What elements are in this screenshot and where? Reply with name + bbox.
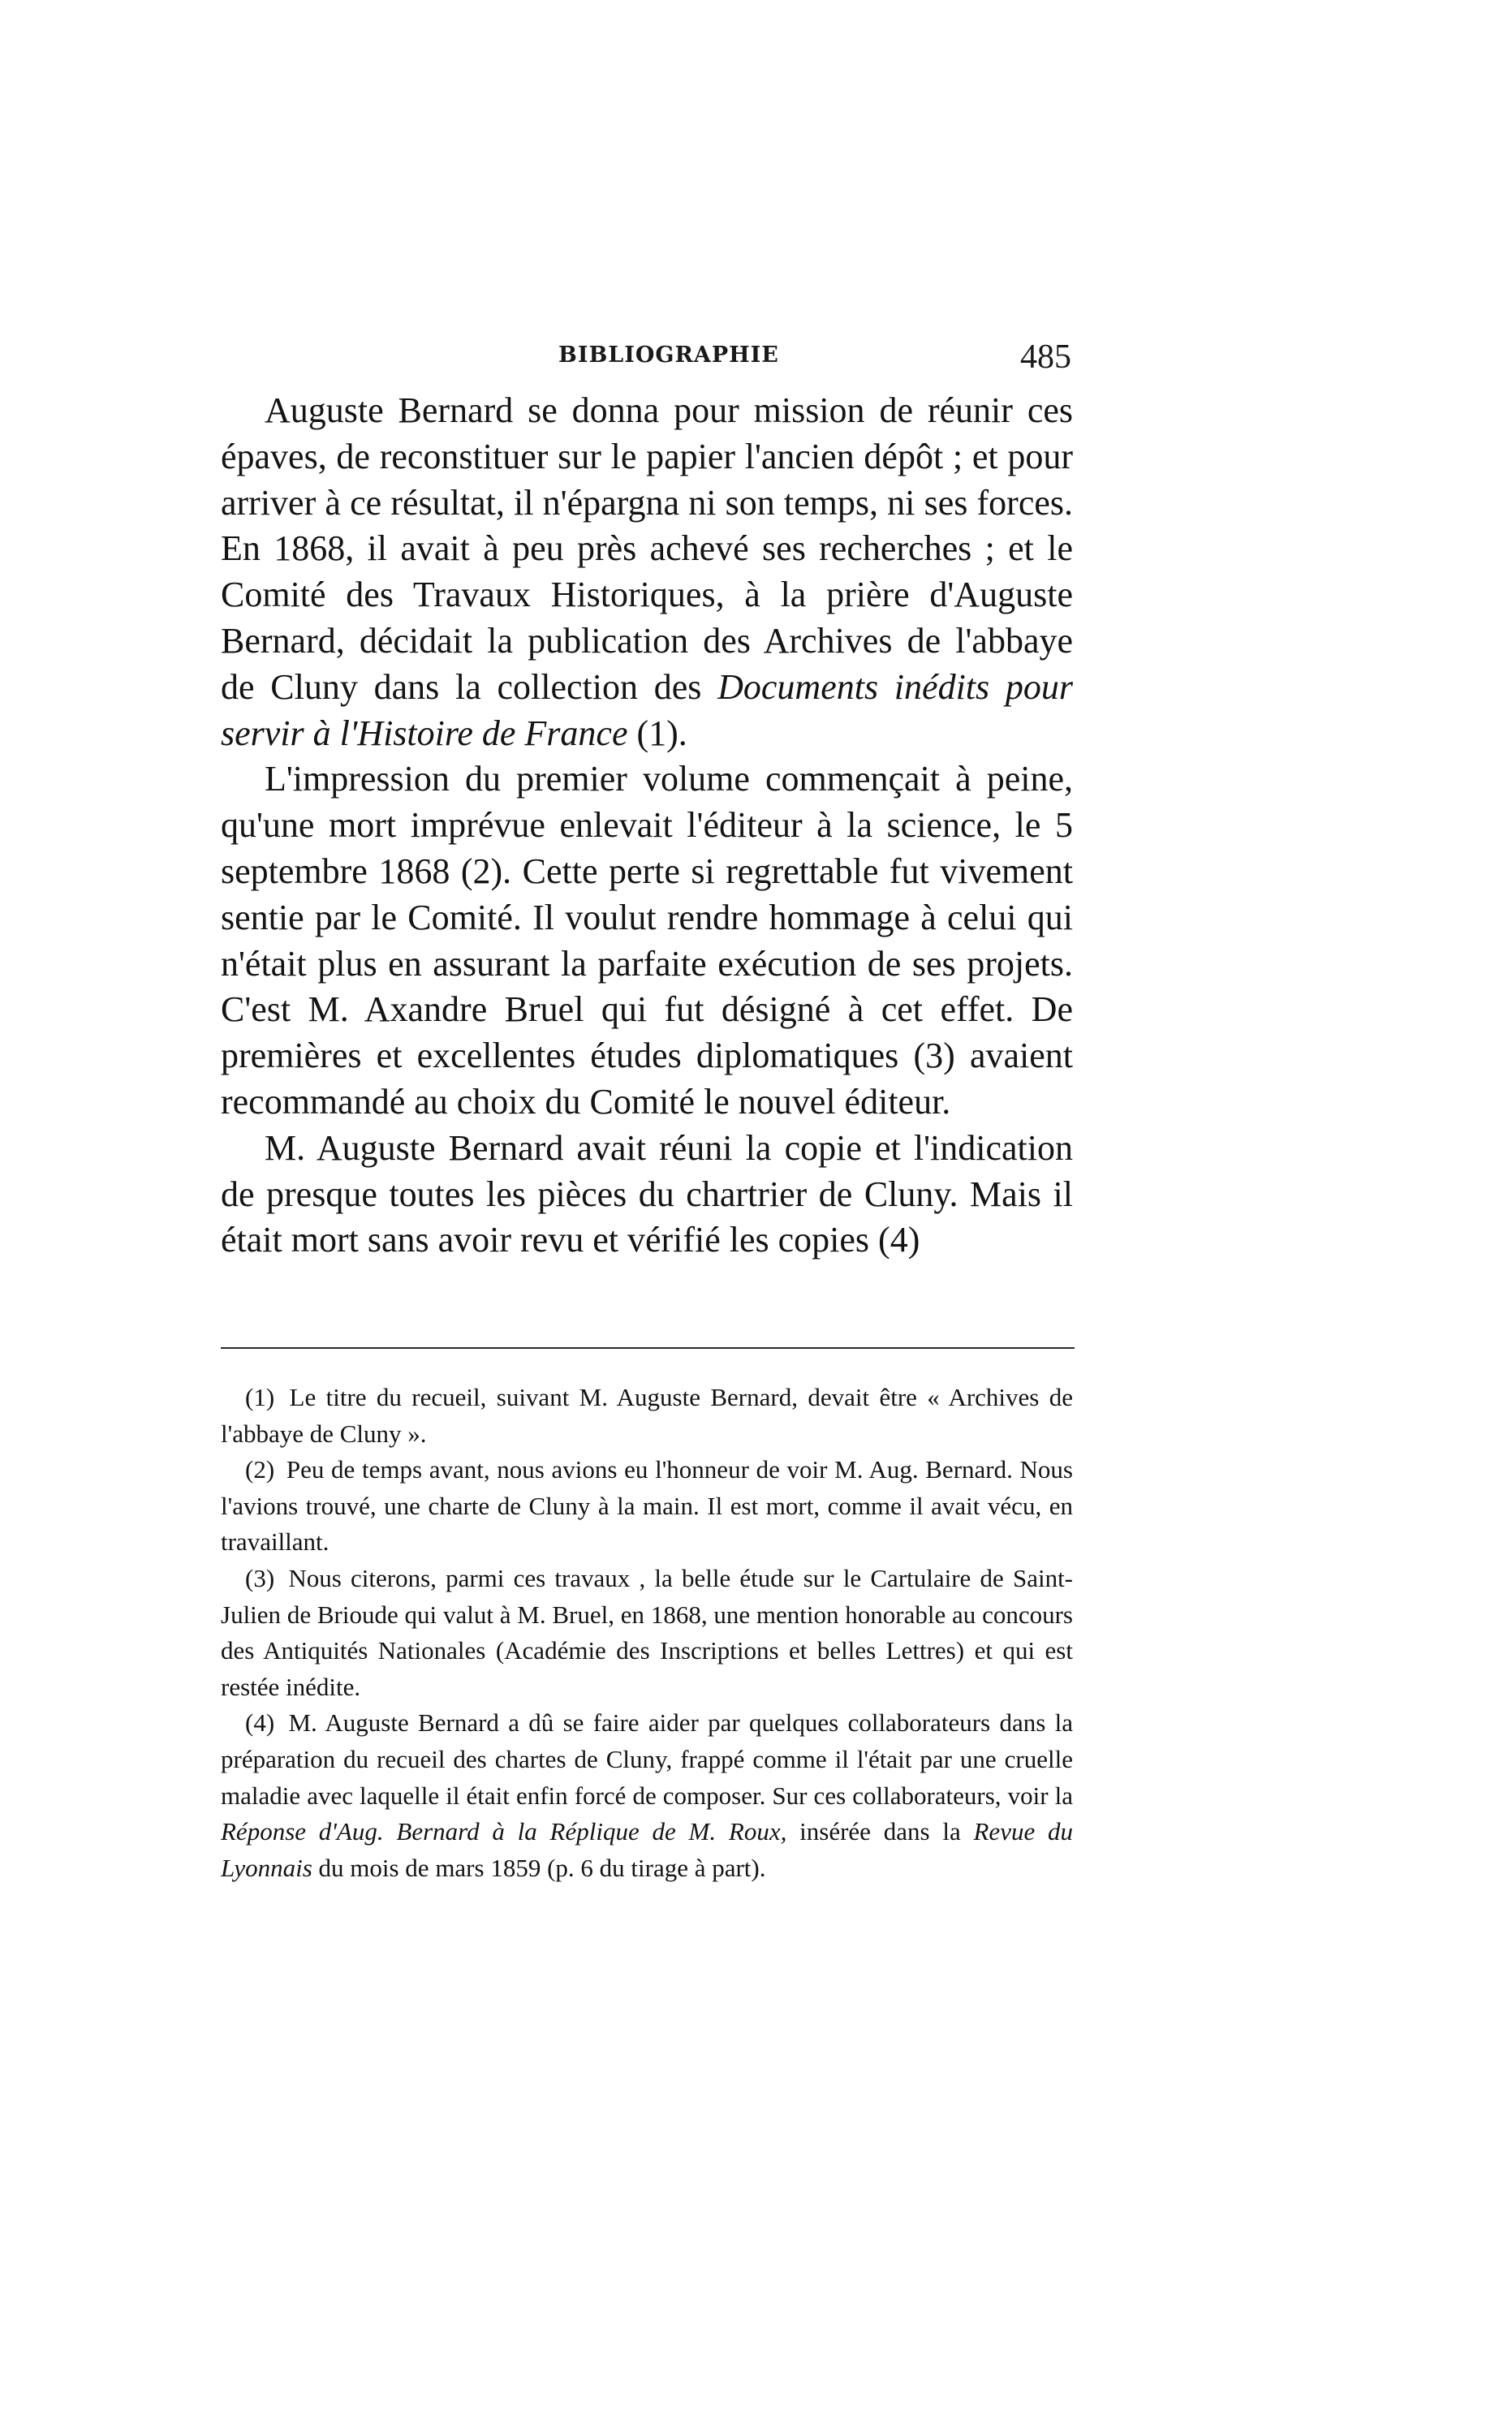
footnote-italic-journal: Revue du Lyonnais: [221, 1817, 1073, 1882]
paragraph-1-text: Auguste Bernard se donna pour mission de réunir ces épaves, de reconstituer sur le papier l'ancien dépôt ; et pour arriver à ce résultat, il n'épargna ni son temps, ni ses forces. En 1868, il avait à peu près achevé ses recherches ; et le Comité des Travaux Historiques, à la prière d'Auguste Bernard, décidait la publication des Archives de l'abbaye de Cluny dans la collection des: [221, 390, 1073, 707]
main-text: [221, 388, 1073, 1264]
footnote-3: [221, 1561, 1073, 1705]
footnote-text: M. Auguste Bernard a dû se faire aider par quelques collaborateurs dans la préparation du recueil des chartes de Cluny, frappé comme il l'était par une cruelle maladie avec laquelle il était enfin forcé de composer. Sur ces collaborateurs, voir la: [221, 1708, 1073, 1810]
page-number: 485: [1020, 338, 1071, 376]
footnote-number: (4): [245, 1708, 275, 1738]
paragraph-1-note-ref: (1).: [627, 713, 687, 753]
footnote-text: Le titre du recueil, suivant M. Auguste Bernard, devait être « Archives de l'abbaye de Cluny ».: [221, 1383, 1074, 1448]
footnotes: [221, 1380, 1073, 1886]
footnote-1: [221, 1380, 1073, 1452]
footnote-4: [221, 1705, 1073, 1886]
paragraph-2: L'impression du premier volume commençait à peine, qu'une mort imprévue enlevait l'éditeur à la science, le 5 septembre 1868 (2). Cette perte si regrettable fut vivement sentie par le Comité. Il voulut rendre hommage à celui qui n'était plus en assurant la parfaite exécution de ses projets. C'est M. Axandre Bruel qui fut désigné à cet effet. De premières et excellentes études diplomatiques (3) avaient recommandé au choix du Comité le nouvel éditeur.: [221, 759, 1073, 1122]
footnote-2: [221, 1452, 1073, 1561]
footnote-italic-title: Réponse d'Aug. Bernard à la Réplique de M. Roux,: [221, 1817, 787, 1846]
footnote-text: Nous citerons, parmi ces travaux , la belle étude sur le Cartulaire de Saint-Julien de Brioude qui valut à M. Bruel, en 1868, une mention honorable au concours des Antiquités Nationales (Académie des Inscriptions et belles Lettres) et qui est restée inédite.: [221, 1563, 1074, 1701]
footnote-text: du mois de mars 1859 (p. 6 du tirage à part).: [312, 1853, 766, 1882]
footnote-number: (2): [245, 1455, 275, 1484]
running-title: BIBLIOGRAPHIE: [558, 342, 779, 368]
footnote-text: Peu de temps avant, nous avions eu l'honneur de voir M. Aug. Bernard. Nous l'avions trouvé, une charte de Cluny à la main. Il est mort, comme il avait vécu, en travaillant.: [221, 1455, 1073, 1557]
paragraph-3: M. Auguste Bernard avait réuni la copie et l'indication de presque toutes les pièces du chartrier de Cluny. Mais il était mort sans avoir revu et vérifié les copies (4): [221, 1127, 1073, 1260]
page-header: [252, 339, 1071, 380]
footnote-number: (1): [245, 1383, 275, 1411]
footnote-separator: [221, 1347, 1075, 1349]
paragraph-1: [221, 388, 1073, 756]
footnote-text: insérée dans la: [786, 1817, 974, 1846]
paragraph-1-italic-title: Documents inédits pour servir à l'Histoire de France: [221, 666, 1073, 753]
footnote-number: (3): [245, 1563, 275, 1592]
